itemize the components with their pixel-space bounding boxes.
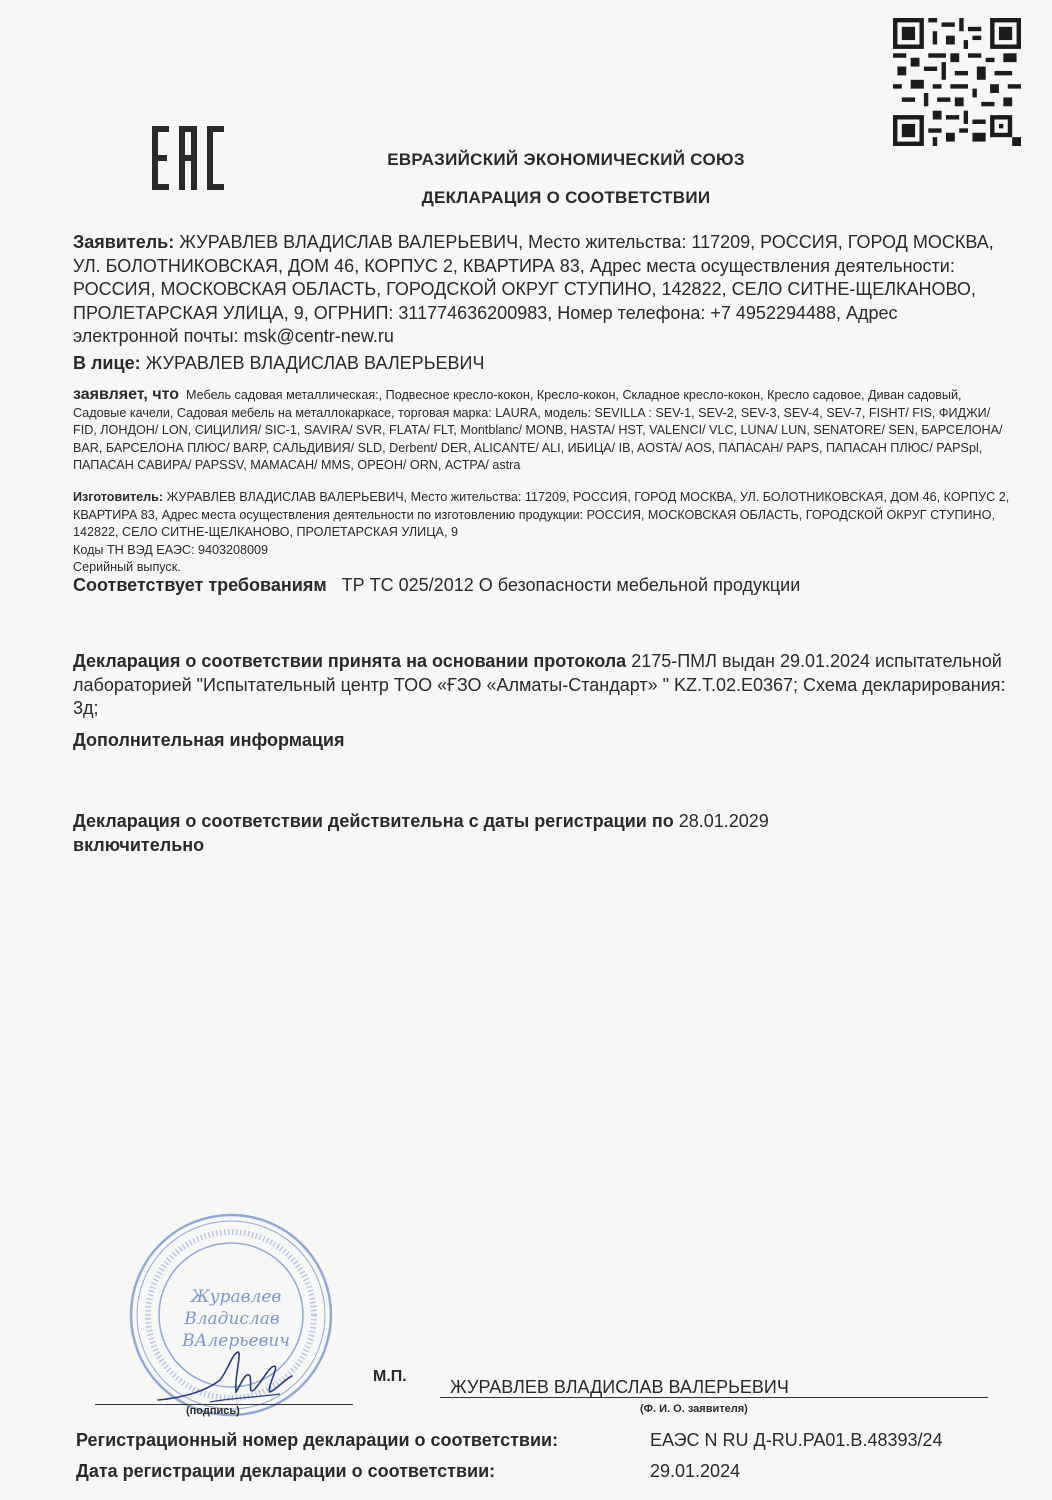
registration-number-label: Регистрационный номер декларации о соответствии: xyxy=(76,1430,559,1450)
seal-line-2: Владислав xyxy=(184,1309,280,1329)
fio-caption: (Ф. И. О. заявителя) xyxy=(640,1403,748,1415)
declaration-title: ДЕКЛАРАЦИЯ О СООТВЕТСТВИИ xyxy=(421,188,711,207)
represented-by-label: В лице: xyxy=(73,353,141,373)
represented-by-text: ЖУРАВЛЕВ ВЛАДИСЛАВ ВАЛЕРЬЕВИЧ xyxy=(145,353,485,373)
registration-number: ЕАЭС N RU Д-RU.PA01.B.48393/24 xyxy=(650,1430,943,1450)
handwritten-signature xyxy=(150,1340,300,1410)
complies-text: ТР ТС 025/2012 О безопасности мебельной продукции xyxy=(341,575,801,595)
complies-label: Соответствует требованиям xyxy=(73,575,327,595)
union-heading: ЕВРАЗИЙСКИЙ ЭКОНОМИЧЕСКИЙ СОЮЗ xyxy=(387,150,745,169)
seal-line-3: ВАлерьевич xyxy=(182,1331,290,1351)
validity-suffix: включительно xyxy=(73,834,205,855)
validity-date: 28.01.2029 xyxy=(678,811,769,831)
applicant-text: ЖУРАВЛЕВ ВЛАДИСЛАВ ВАЛЕРЬЕВИЧ, Место жительства: 117209, РОССИЯ, ГОРОД МОСКВА, УЛ. БОЛОТНИКОВСКАЯ, ДОМ 46, КОРПУС 2, КВАРТИРА 83, Адрес места осуществления деятельности: РОССИЯ, МОСКОВСКАЯ ОБЛАСТЬ, ГОРОДСКОЙ ОКРУГ СТУПИНО, 142822, СЕЛО СИТНЕ-ЩЕЛКАНОВО, ПРОЛЕТАРСКАЯ УЛИЦА, 9, ОГРНИП: 311774636200983, Номер телефона: +7 4952294488, Адрес электронной почты: msk@centr-new.ru xyxy=(73,232,994,346)
applicant-label: Заявитель: xyxy=(73,232,175,252)
signature-caption: (подпись) xyxy=(186,1405,240,1417)
validity-label: Декларация о соответствии действительна с даты регистрации по xyxy=(73,811,674,831)
additional-info-heading: Дополнительная информация xyxy=(73,730,345,750)
seal-line-1: Журавлев xyxy=(190,1287,282,1307)
mp-label: М.П. xyxy=(373,1368,407,1385)
declares-text: Мебель садовая металлическая:, Подвесное кресло-кокон, Кресло-кокон, Складное кресло-кокон, Кресло садовое, Диван садовый, Садовые качели, Садовая мебель на металлокаркасе, торговая марка: LAURA, модель: SEVILLA : SEV-1, SEV-2, SEV-3, SEV-4, SEV-7, FISHT/ FIS, ФИДЖИ/ FID, ЛОНДОН/ LON, СИЦИЛИЯ/ SIC-1, SAVIRA/ SVR, FLATA/ FLT, Montblanc/ MONB, HASTA/ HST, VALENCI/ VLC, LUNA/ LUN, SENATORE/ SEN, БАРСЕЛОНА/ BAR, БАРСЕЛОНА ПЛЮС/ BARP, САЛЬДИВИЯ/ SLD, Derbent/ DER, ALICANTE/ ALI, ИБИЦА/ IB, AOSTA/ AOS, ПАПАСАН/ PAPS, ПАПАСАН ПЛЮС/ PAPSpl, ПАПАСАН САВИРА/ PAPSSV, МАМАСАН/ MMS, OPEOH/ ORN, АСТРА/ astra xyxy=(73,388,1003,473)
applicant-signature-name: ЖУРАВЛЕВ ВЛАДИСЛАВ ВАЛЕРЬЕВИЧ xyxy=(450,1377,789,1397)
applicant-block xyxy=(73,231,1008,349)
complies-block xyxy=(73,574,1008,597)
manufacturer-label: Изготовитель: xyxy=(73,490,164,504)
registration-date-label: Дата регистрации декларации о соответствии: xyxy=(76,1461,496,1481)
manufacturer-text: ЖУРАВЛЕВ ВЛАДИСЛАВ ВАЛЕРЬЕВИЧ, Место жительства: 117209, РОССИЯ, ГОРОД МОСКВА, УЛ. БОЛОТНИКОВСКАЯ, ДОМ 46, КОРПУС 2, КВАРТИРА 83, Адрес места осуществления деятельности по изготовлению продукции: РОССИЯ, МОСКОВСКАЯ ОБЛАСТЬ, ГОРОДСКОЙ ОКРУГ СТУПИНО, 142822, СЕЛО СИТНЕ-ЩЕЛКАНОВО, ПРОЛЕТАРСКАЯ УЛИЦА, 9 xyxy=(73,490,1010,540)
tnved-codes: Коды ТН ВЭД ЕАЭС: 9403208009 xyxy=(73,542,269,557)
basis-text: 2175-ПМЛ выдан 29.01.2024 испытательной лабораторией "Испытательный центр ТОО «ҒЗО «Алматы-Стандарт» " KZ.T.02.E0367; Схема декларирования: 3д; xyxy=(73,651,1006,718)
serial-release: Серийный выпуск. xyxy=(73,560,181,575)
validity-block xyxy=(73,810,1008,857)
declares-block xyxy=(73,386,1008,475)
qr-code xyxy=(893,18,1021,146)
declares-label: заявляет, что xyxy=(73,386,179,403)
manufacturer-block xyxy=(73,489,1013,577)
basis-block xyxy=(73,650,1008,721)
registration-date: 29.01.2024 xyxy=(650,1461,741,1481)
basis-label: Декларация о соответствии принята на основании протокола xyxy=(73,651,627,671)
represented-by-block xyxy=(73,352,1008,375)
